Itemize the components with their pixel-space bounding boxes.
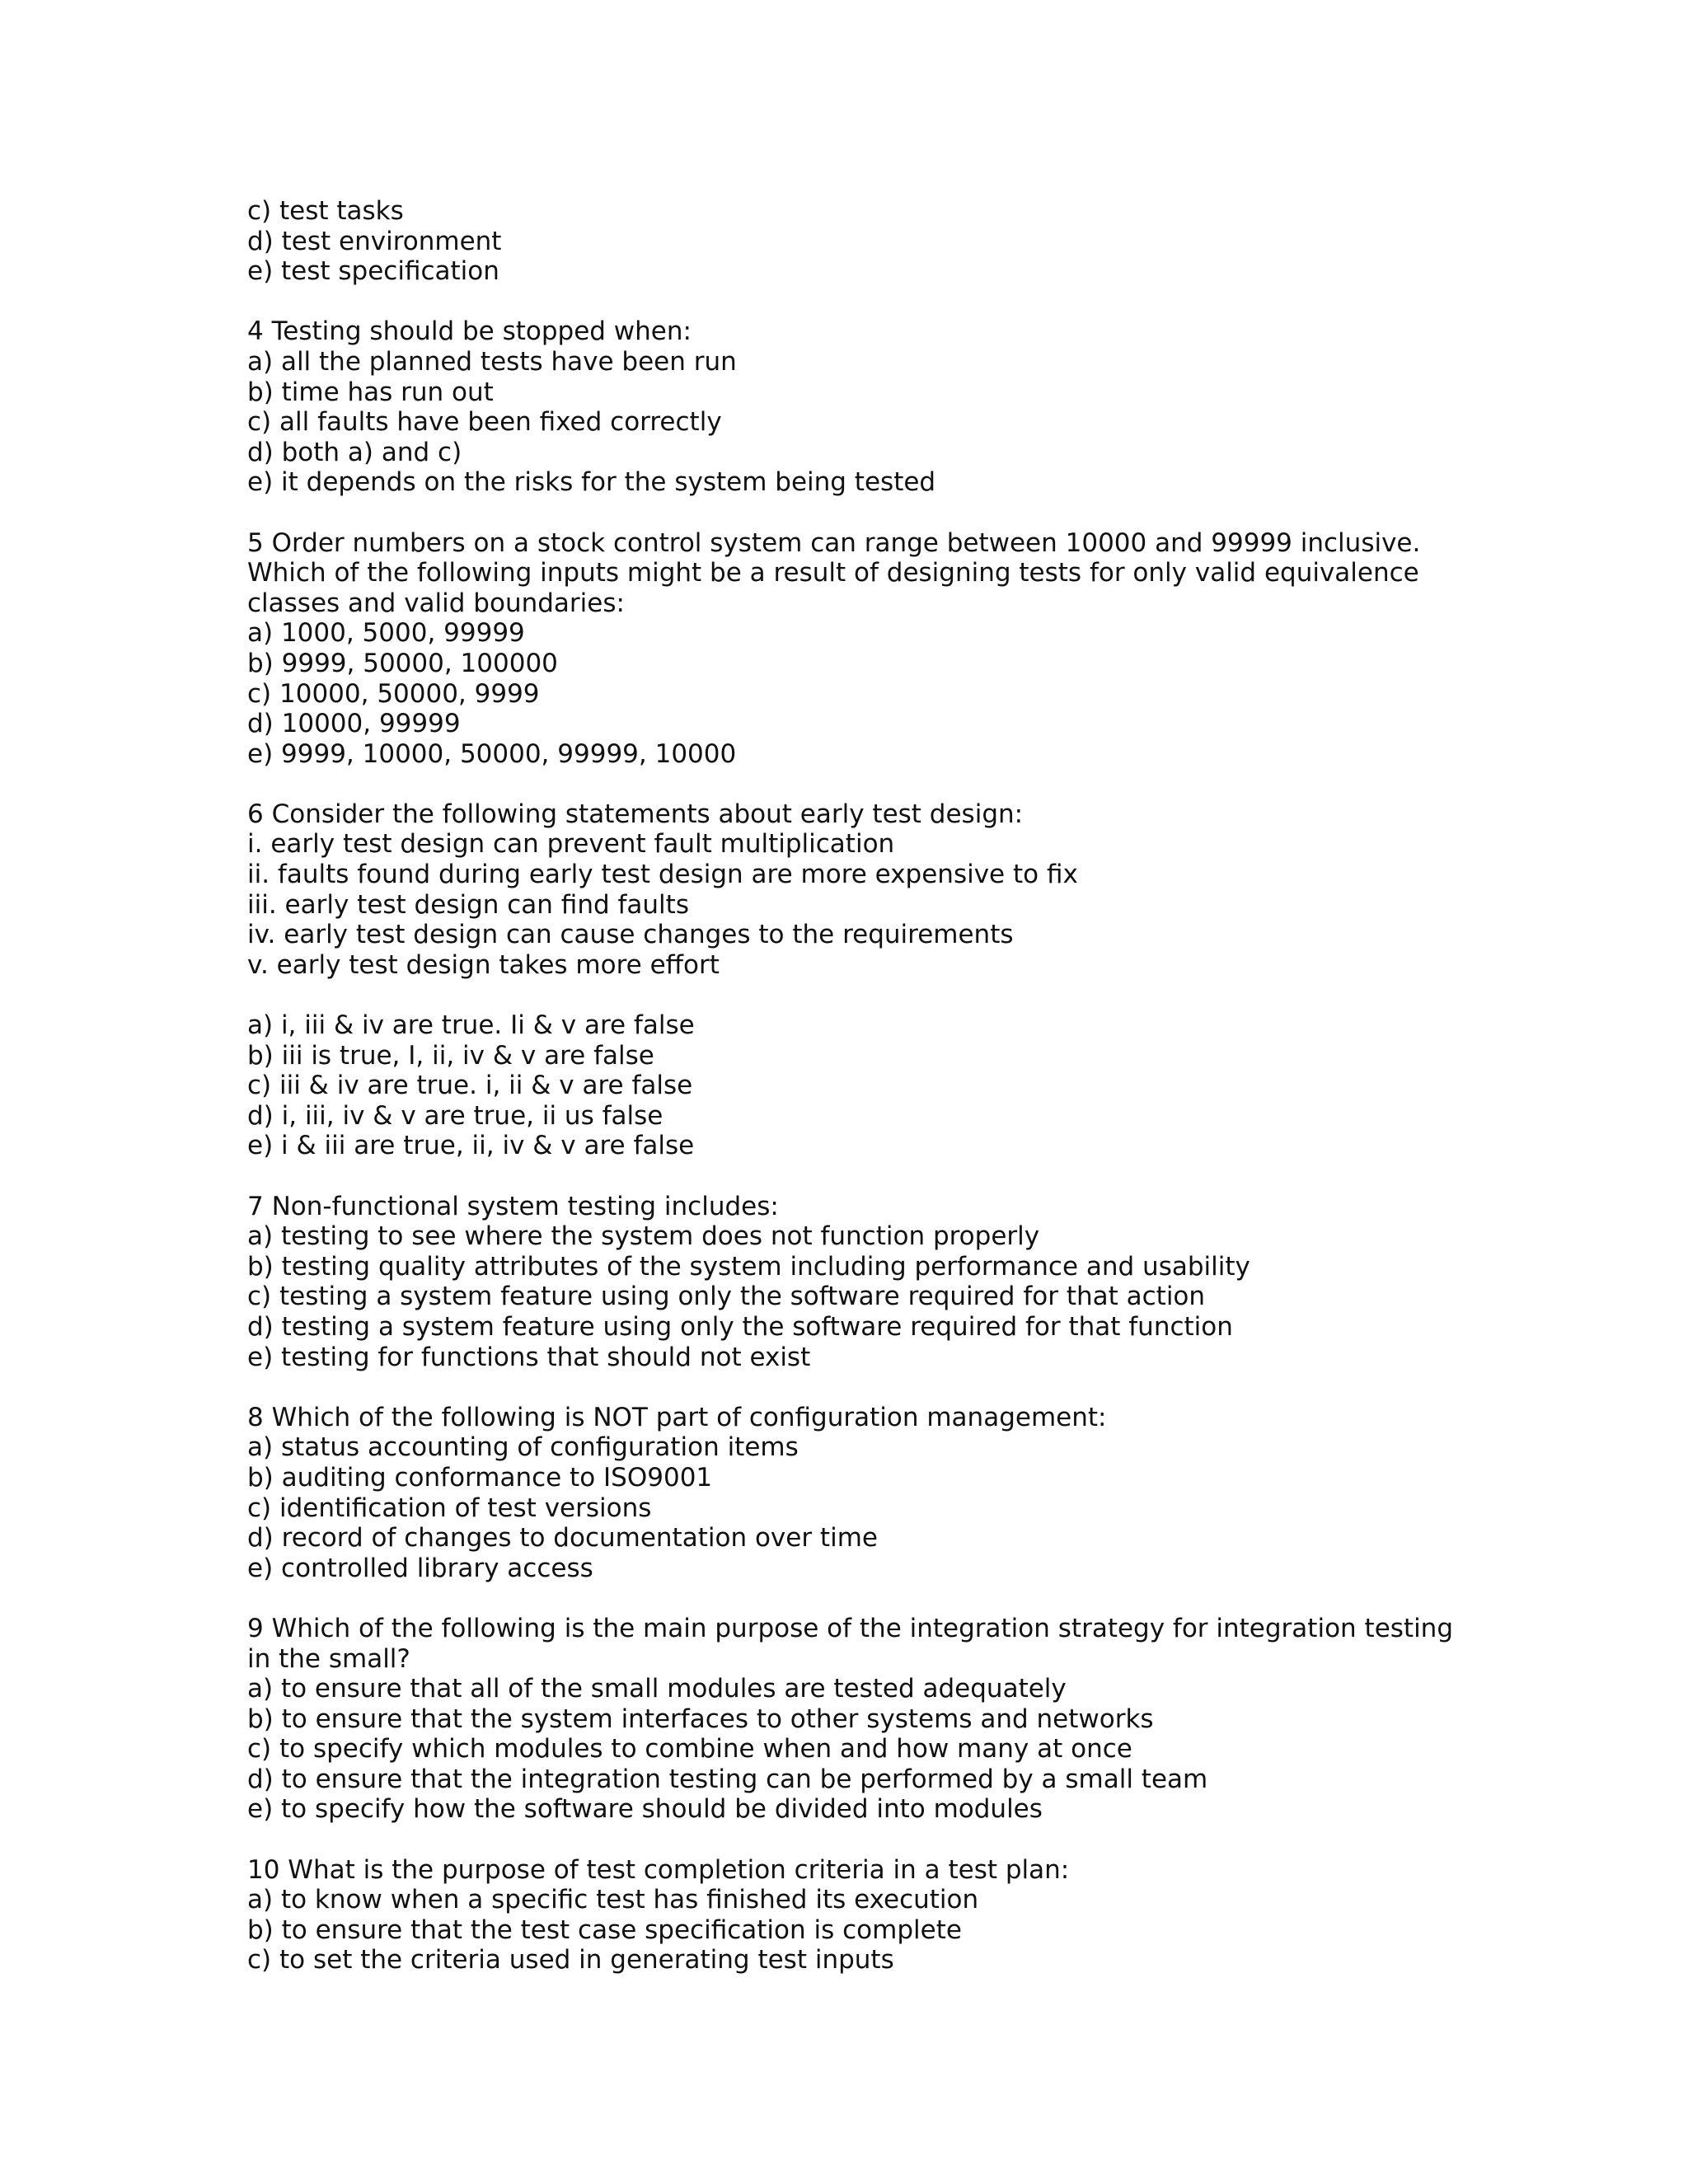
option-line: a) i, iii & iv are true. Ii & v are false <box>247 1010 695 1041</box>
option-line: d) to ensure that the integration testing can be performed by a small team <box>247 1764 1208 1794</box>
option-line: c) testing a system feature using only the software required for that action <box>247 1282 1206 1312</box>
option-line: e) controlled library access <box>247 1553 593 1583</box>
option-line: e) i & iii are true, ii, iv & v are false <box>247 1131 695 1161</box>
option-line: d) testing a system feature using only the software required for that function <box>247 1311 1233 1342</box>
option-line: e) to specify how the software should be divided into modules <box>247 1794 1043 1825</box>
question-10 <box>247 1855 1451 1975</box>
option-line: c) 10000, 50000, 9999 <box>247 678 540 709</box>
option-line: b) to ensure that the system interfaces to other systems and networks <box>247 1704 1154 1734</box>
continued-options <box>247 196 1451 287</box>
paragraph-gap <box>247 1583 1451 1614</box>
option-line: a) status accounting of configuration items <box>247 1432 799 1463</box>
option-line: c) to specify which modules to combine when and how many at once <box>247 1734 1132 1765</box>
paragraph-gap <box>247 769 1451 799</box>
option-line: a) 1000, 5000, 99999 <box>247 618 525 649</box>
option-line: a) all the planned tests have been run <box>247 346 737 377</box>
question-5 <box>247 528 1451 770</box>
option-line: b) time has run out <box>247 377 494 407</box>
paragraph-gap <box>247 1825 1451 1855</box>
option-line: e) it depends on the risks for the system being tested <box>247 467 936 498</box>
question-stem: Which of the following inputs might be a result of designing tests for only valid equivalence <box>247 558 1419 588</box>
statement-line: ii. faults found during early test design are more expensive to fix <box>247 860 1078 890</box>
statement-line: v. early test design takes more effort <box>247 949 720 980</box>
option-line: b) to ensure that the test case specification is complete <box>247 1915 962 1945</box>
option-line: a) testing to see where the system does not function properly <box>247 1221 1040 1252</box>
question-7 <box>247 1192 1451 1373</box>
option-line: c) to set the criteria used in generating test inputs <box>247 1945 894 1975</box>
document-text <box>247 196 1454 1975</box>
statement-line: i. early test design can prevent fault multiplication <box>247 829 895 860</box>
option-line: b) auditing conformance to ISO9001 <box>247 1462 713 1493</box>
question-stem: classes and valid boundaries: <box>247 588 625 618</box>
option-line: b) iii is true, I, ii, iv & v are false <box>247 1040 654 1071</box>
option-line: d) 10000, 99999 <box>247 709 461 739</box>
statement-line: iv. early test design can cause changes to the requirements <box>247 920 1014 950</box>
question-stem: 10 What is the purpose of test completion criteria in a test plan: <box>247 1854 1070 1885</box>
option-line: d) test environment <box>247 226 502 256</box>
question-6 <box>247 799 1451 1161</box>
question-9 <box>247 1613 1454 1825</box>
question-stem: 6 Consider the following statements about early test design: <box>247 799 1024 829</box>
paragraph-gap <box>247 1372 1451 1403</box>
paragraph-gap <box>247 980 1451 1010</box>
option-line: e) testing for functions that should not exist <box>247 1342 811 1372</box>
option-line: e) 9999, 10000, 50000, 99999, 10000 <box>247 738 737 769</box>
option-line: b) testing quality attributes of the system including performance and usability <box>247 1251 1250 1282</box>
option-line: c) test tasks <box>247 196 404 226</box>
question-stem: 5 Order numbers on a stock control system can range between 10000 and 99999 inclusive. <box>247 527 1421 558</box>
paragraph-gap <box>247 498 1451 528</box>
paragraph-gap <box>247 287 1451 317</box>
option-line: a) to know when a specific test has finished its execution <box>247 1885 979 1915</box>
option-line: c) iii & iv are true. i, ii & v are false <box>247 1071 693 1101</box>
statement-line: iii. early test design can find faults <box>247 889 689 920</box>
option-line: d) both a) and c) <box>247 437 462 467</box>
option-line: b) 9999, 50000, 100000 <box>247 648 558 678</box>
paragraph-gap <box>247 1161 1451 1192</box>
question-stem: in the small? <box>247 1643 410 1674</box>
option-line: d) record of changes to documentation over time <box>247 1523 878 1554</box>
option-line: d) i, iii, iv & v are true, ii us false <box>247 1100 663 1131</box>
option-line: a) to ensure that all of the small modules are tested adequately <box>247 1674 1067 1704</box>
question-stem: 7 Non-functional system testing includes: <box>247 1191 779 1221</box>
question-stem: 9 Which of the following is the main purpose of the integration strategy for integration testing <box>247 1613 1454 1643</box>
option-line: c) identification of test versions <box>247 1493 652 1523</box>
question-8 <box>247 1403 1451 1584</box>
question-stem: 4 Testing should be stopped when: <box>247 316 692 347</box>
option-line: c) all faults have been fixed correctly <box>247 407 722 438</box>
question-4 <box>247 316 1451 498</box>
option-line: e) test specification <box>247 256 499 287</box>
question-stem: 8 Which of the following is NOT part of configuration management: <box>247 1402 1107 1432</box>
